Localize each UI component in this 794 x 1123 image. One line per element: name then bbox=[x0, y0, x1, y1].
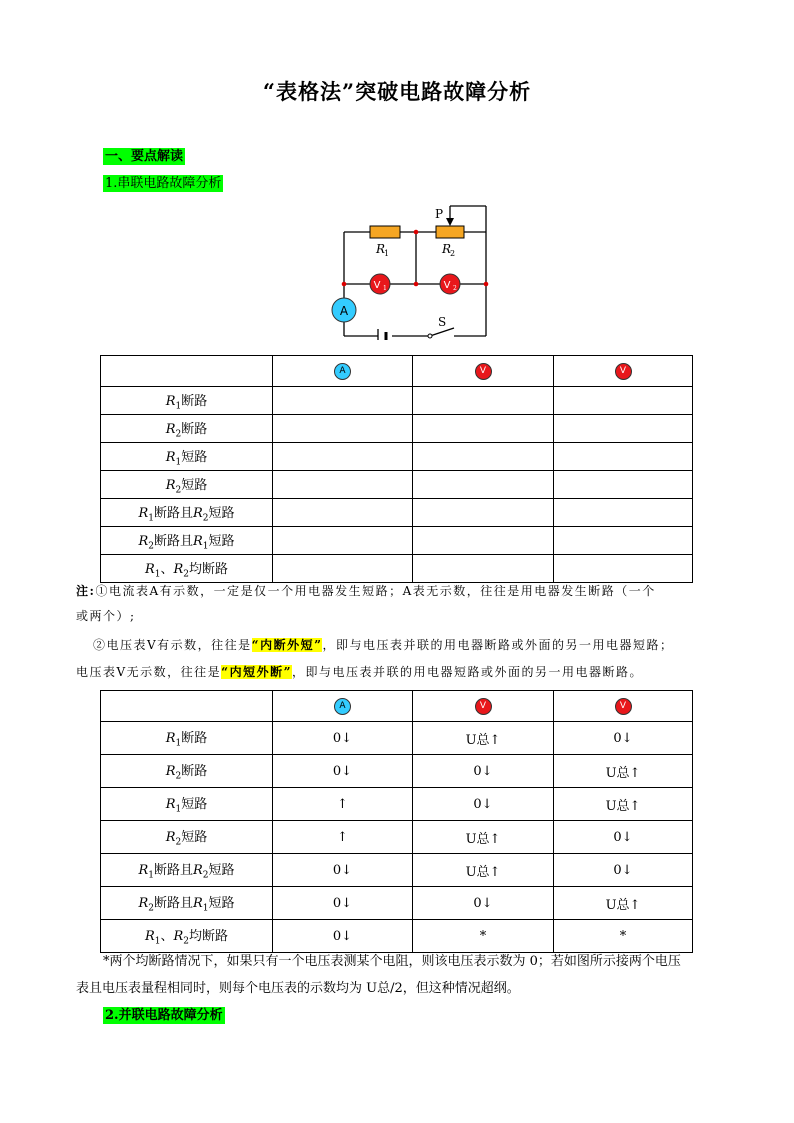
table-row: $R_1$短路 bbox=[101, 443, 693, 471]
subsection-heading-series: 1.串联电路故障分析 bbox=[105, 176, 222, 191]
voltmeter-1-icon: V bbox=[475, 363, 492, 380]
table-row: $R_2$短路 ↑ U总↑ 0↓ bbox=[101, 821, 693, 854]
r2-label: R bbox=[442, 242, 452, 256]
s-label: S bbox=[438, 315, 447, 329]
series-fault-table-filled bbox=[100, 690, 693, 953]
p-label: P bbox=[435, 207, 444, 221]
table-row: $R_1$断路 bbox=[101, 387, 693, 415]
r1-label: R bbox=[376, 242, 386, 256]
r1-sub: 1 bbox=[384, 249, 390, 258]
v1-sub: 1 bbox=[383, 285, 387, 292]
series-fault-table-empty bbox=[100, 355, 693, 583]
table-row: $R_1$断路且$R_2$短路 bbox=[101, 499, 693, 527]
table-row: $R_1$、$R_2$均断路 bbox=[101, 555, 693, 583]
note-1: 注:①电流表A有示数，一定是仅一个用电器发生短路；A表无示数，往往是用电器发生断路（一个 bbox=[76, 584, 656, 598]
v2-label: V bbox=[443, 280, 451, 291]
note-2: ②电压表V有示数，往往是“内断外短”，即与电压表并联的用电器断路或外面的另一用电器短路； bbox=[93, 638, 674, 652]
highlight-inner-short: “内短外断” bbox=[221, 665, 292, 679]
table-row: $R_1$、$R_2$均断路 0↓ * * bbox=[101, 920, 693, 953]
note-open-circuit-1: *两个均断路情况下，如果只有一个电压表测某个电阻，则该电压表示数为 0；若如图所示接两个电压 bbox=[103, 954, 681, 969]
table-row: $R_1$短路 ↑ 0↓ U总↑ bbox=[101, 788, 693, 821]
note-3: 电压表V无示数，往往是“内短外断”，即与电压表并联的用电器短路或外面的另一用电器断路。 bbox=[76, 665, 643, 679]
voltmeter-1-icon: V bbox=[475, 698, 492, 715]
r2-sub: 2 bbox=[450, 249, 456, 258]
table-row: $R_2$断路且$R_1$短路 0↓ 0↓ U总↑ bbox=[101, 887, 693, 920]
table-row: $R_2$断路且$R_1$短路 bbox=[101, 527, 693, 555]
subsection-heading-parallel: 2.并联电路故障分析 bbox=[105, 1008, 223, 1023]
ammeter-icon: A bbox=[334, 363, 351, 380]
ammeter-icon: A bbox=[334, 698, 351, 715]
table-row: $R_2$断路 bbox=[101, 415, 693, 443]
v2-sub: 2 bbox=[453, 285, 457, 292]
section-heading: 一、要点解读 bbox=[105, 149, 184, 164]
note-1-cont: 或两个）; bbox=[76, 609, 136, 623]
v1-label: V bbox=[373, 280, 381, 291]
table-row: $R_2$短路 bbox=[101, 471, 693, 499]
voltmeter-2-icon: V bbox=[615, 698, 632, 715]
page-title: “表格法”突破电路故障分析 bbox=[262, 79, 532, 104]
highlight-inner-open: “内断外短” bbox=[251, 638, 323, 652]
note-open-circuit-2: 表且电压表量程相同时，则每个电压表的示数均为 U总/2，但这种情况超纲。 bbox=[76, 981, 520, 996]
table-row: $R_1$断路且$R_2$短路 0↓ U总↑ 0↓ bbox=[101, 854, 693, 887]
table-row: $R_2$断路 0↓ 0↓ U总↑ bbox=[101, 755, 693, 788]
ammeter-label: A bbox=[339, 304, 349, 318]
voltmeter-2-icon: V bbox=[615, 363, 632, 380]
series-circuit-diagram bbox=[330, 198, 500, 340]
table-row: $R_1$断路 0↓ U总↑ 0↓ bbox=[101, 722, 693, 755]
